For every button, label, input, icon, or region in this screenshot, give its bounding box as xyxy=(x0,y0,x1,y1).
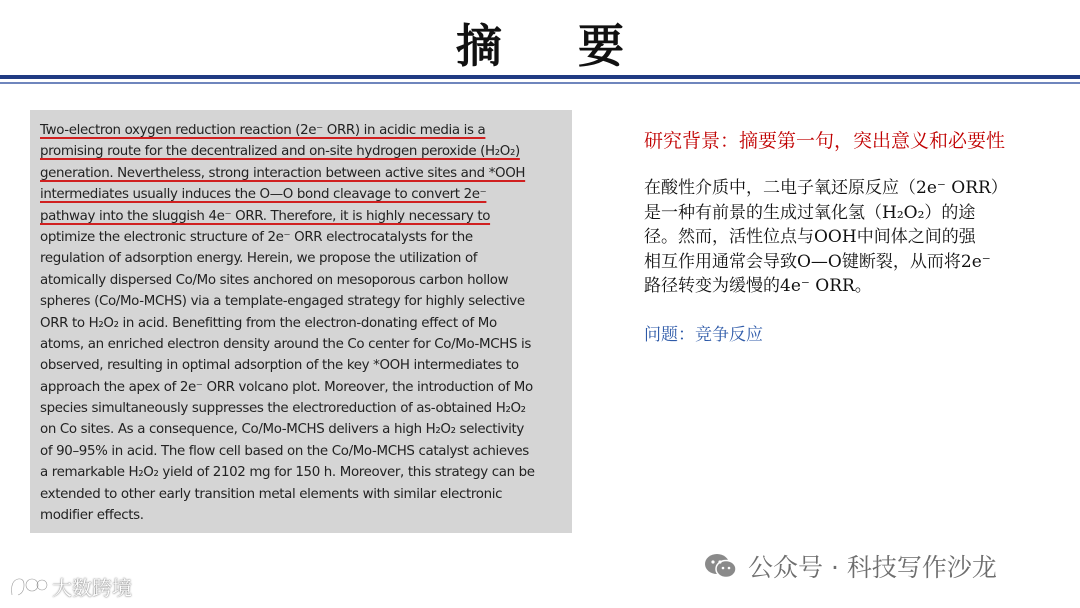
summary-line: 相互作用通常会导致O—O键断裂，从而将2e⁻ xyxy=(644,251,991,272)
summary-line: 径。然而，活性位点与OOH中间体之间的强 xyxy=(644,227,976,247)
abstract-line: extended to other early transition metal elements with similar electronic xyxy=(40,486,503,502)
annotation-heading: 研究背景：摘要第一句，突出意义和必要性 xyxy=(644,130,1006,152)
abstract-excerpt xyxy=(30,110,572,533)
summary-line: 路径转变为缓慢的4e⁻ ORR。 xyxy=(644,276,872,296)
abstract-line: a remarkable H₂O₂ yield of 2102 mg for 150 h. Moreover, this strategy can be xyxy=(40,465,535,481)
abstract-line: promising route for the decentralized and on-site hydrogen peroxide (H₂O₂) xyxy=(40,144,520,160)
wechat-icon xyxy=(704,552,738,580)
corner-logo-text: 大数跨境 xyxy=(52,576,132,600)
abstract-line: Two-electron oxygen reduction reaction (2e⁻ ORR) in acidic media is a xyxy=(40,123,486,138)
abstract-line: modifier effects. xyxy=(40,508,144,524)
summary-line: 在酸性介质中，二电子氧还原反应（2e⁻ ORR） xyxy=(644,178,1008,198)
brand-logo-icon xyxy=(8,573,48,601)
watermark-text: 公众号 · 科技写作沙龙 xyxy=(748,553,997,582)
watermark xyxy=(704,548,997,584)
question-note: 问题：竞争反应 xyxy=(644,325,763,345)
abstract-line: pathway into the sluggish 4e⁻ ORR. Therefore, it is highly necessary to xyxy=(40,208,491,224)
abstract-line: intermediates usually induces the O—O bond cleavage to convert 2e⁻ xyxy=(40,187,487,203)
corner-logo xyxy=(8,572,132,601)
abstract-line: generation. Nevertheless, strong interaction between active sites and *OOH xyxy=(40,165,526,181)
abstract-line: atomically dispersed Co/Mo sites anchored on mesoporous carbon hollow xyxy=(40,272,509,288)
abstract-line: ORR to H₂O₂ in acid. Benefitting from the electron-donating effect of Mo xyxy=(40,315,497,331)
abstract-line: spheres (Co/Mo-MCHS) via a template-engaged strategy for highly selective xyxy=(40,294,525,310)
abstract-line: species simultaneously suppresses the electroreduction of as-obtained H₂O₂ xyxy=(40,401,526,417)
abstract-line: atoms, an enriched electron density around the Co center for Co/Mo-MCHS is xyxy=(40,336,532,352)
abstract-line: observed, resulting in optimal adsorption of the key *OOH intermediates to xyxy=(40,358,519,374)
abstract-line: optimize the electronic structure of 2e⁻ ORR electrocatalysts for the xyxy=(40,229,473,245)
title-rule-thin xyxy=(0,82,1080,84)
abstract-line: of 90–95% in acid. The flow cell based on the Co/Mo-MCHS catalyst achieves xyxy=(40,443,529,459)
page-title: 摘 要 xyxy=(455,19,654,73)
abstract-line: on Co sites. As a consequence, Co/Mo-MCHS delivers a high H₂O₂ selectivity xyxy=(40,422,524,438)
abstract-line: approach the apex of 2e⁻ ORR volcano plot. Moreover, the introduction of Mo xyxy=(40,379,533,395)
annotation-summary xyxy=(644,176,1054,299)
abstract-line: regulation of adsorption energy. Herein, we propose the utilization of xyxy=(40,251,478,267)
title-rule-thick xyxy=(0,75,1080,79)
summary-line: 是一种有前景的生成过氧化氢（H₂O₂）的途 xyxy=(644,202,976,223)
